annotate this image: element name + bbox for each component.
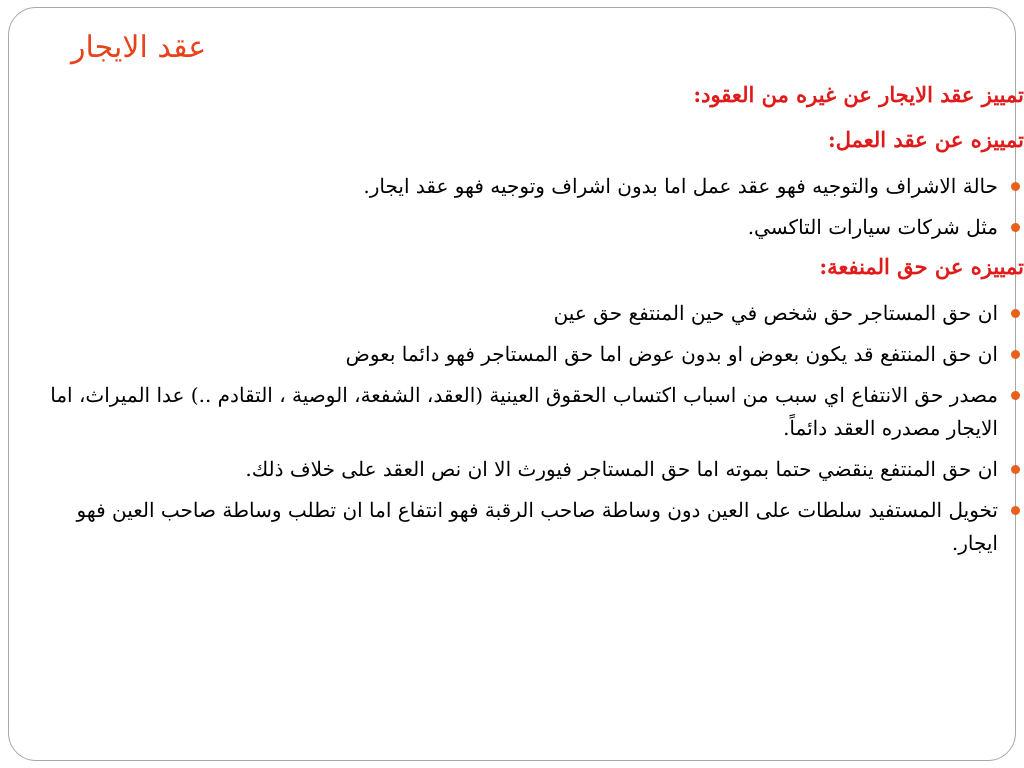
bullet-icon	[1011, 506, 1020, 515]
slide-content	[49, 80, 1024, 568]
bullet-icon	[1011, 350, 1020, 359]
list-item	[49, 338, 1024, 371]
bullet-text: مصدر حق الانتفاع اي سبب من اسباب اكتساب الحقوق العينية (العقد، الشفعة، الوصية ، التقادم ..) عدا الميراث، اما الايجار مصدره العقد دائماً.	[50, 383, 998, 440]
bullet-icon	[1011, 182, 1020, 191]
list-item	[49, 379, 1024, 445]
bullet-text: مثل شركات سيارات التاكسي.	[747, 215, 998, 239]
list-item	[49, 494, 1024, 560]
heading-general: تمييز عقد الايجار عن غيره من العقود:	[693, 82, 1024, 107]
bullet-icon	[1011, 223, 1020, 232]
bullet-text: تخويل المستفيد سلطات على العين دون وساطة صاحب الرقبة فهو انتفاع اما ان تطلب وساطة صاحب العين فهو ايجار.	[76, 498, 998, 555]
slide-title: عقد الايجار	[71, 30, 207, 65]
list-item	[49, 170, 1024, 203]
heading-work-contract: تمييزه عن عقد العمل:	[827, 127, 1024, 152]
bullet-text: ان حق المستاجر حق شخص في حين المنتفع حق عين	[553, 301, 998, 325]
list-item	[49, 453, 1024, 486]
bullet-text: ان حق المنتفع قد يكون بعوض او بدون عوض اما حق المستاجر فهو دائما بعوض	[345, 342, 998, 366]
heading-usufruct: تمييزه عن حق المنفعة:	[819, 254, 1024, 279]
bullet-icon	[1011, 465, 1020, 474]
bullet-text: ان حق المنتفع ينقضي حتما بموته اما حق المستاجر فيورث الا ان نص العقد على خلاف ذلك.	[245, 457, 998, 481]
bullet-text: حالة الاشراف والتوجيه فهو عقد عمل اما بدون اشراف وتوجيه فهو عقد ايجار.	[363, 174, 998, 198]
list-item	[49, 297, 1024, 330]
bullet-icon	[1011, 309, 1020, 318]
list-item	[49, 211, 1024, 244]
bullet-icon	[1011, 391, 1020, 400]
slide-frame	[8, 7, 1024, 761]
